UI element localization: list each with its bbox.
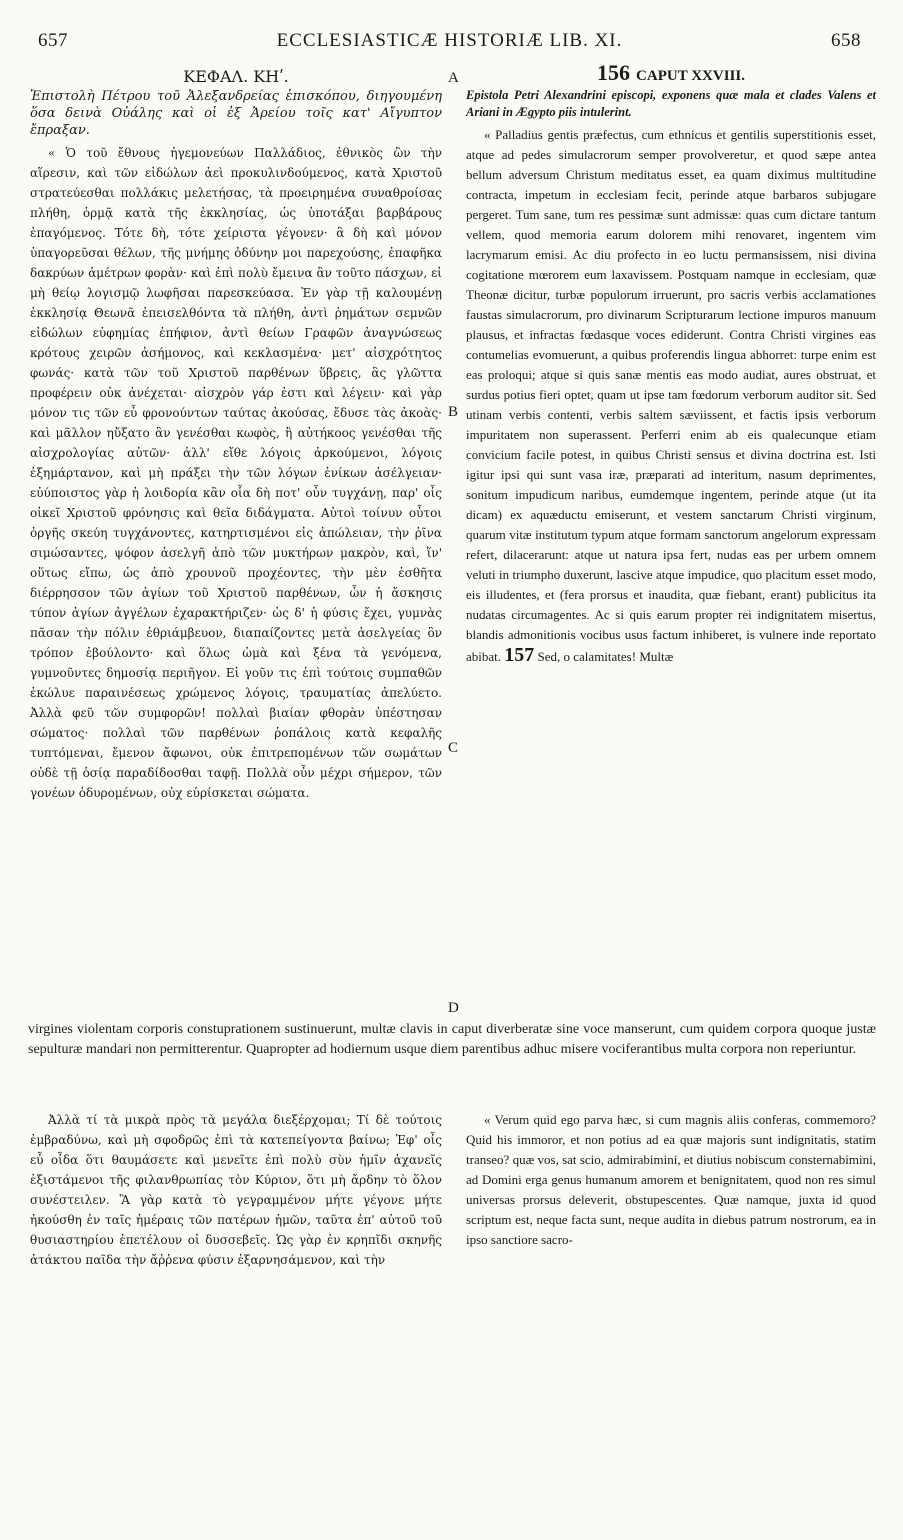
- latin-column-bottom: [466, 1110, 876, 1250]
- latin-body: [466, 125, 876, 667]
- section-number: 157: [504, 644, 535, 666]
- greek-body: « Ὁ τοῦ ἔθνους ἡγεμονεύων Παλλάδιος, ἐθνικὸς ὢν τὴν αἵρεσιν, καὶ τῶν εἰδώλων ἀεὶ προκυλινδούμενος, κατὰ Χριστοῦ στρατεύεσθαι πολλάκις μελετήσας, τὰ προειρημένα συναθροίσας πλήθη, ὁρμᾷ κατὰ τῆς ἐκκλησίας, ὡς ὑποτάξαι βαρβάρους ἐπαγόμενος. Τότε δὴ, τότε χείριστα γέγονεν· ἃ δὴ καὶ μόνον ὑπαγορεῦσαι θέλων, τῆς μνήμης ὀδύνην μοι παρεχούσης, ἐπαφῆκα δακρύων ἀμέτρων φορὰν· καὶ ἐπὶ πολὺ ἔμεινα ἂν τοῦτο πάσχων, εἰ μὴ θείῳ λογισμῷ λωφῆσαι παρεσκεύασα. Ἐν γὰρ τῇ καλουμένῃ ἐκκλησίᾳ Θεωνᾶ ἐπεισελθόντα τὰ πλήθη, ἀντὶ ῥημάτων σεμνῶν εἰδώλων εὐφημίας ἐπήφιον, ἀντὶ θείων Γραφῶν ἀναγνώσεως κρότους χειρῶν ἀσήμονος, καὶ κεκλασμένα· μετ' αἰσχρότητος φωνάς· κατὰ τῶν τοῦ Χριστοῦ παρθένων ὕβρεις, ἃς γλῶττα προφέρειν οὐκ ἀνέχεται· αἰσχρὸν γάρ ἐστι καὶ λέγειν· καὶ γὰρ μόνον τις τῶν εὖ φρονούντων ταύτας ἀκούσας, ἔδυσε τὰς ἀκοὰς· καὶ μᾶλλον ηὔξατο ἂν γενέσθαι κωφὸς, ἢ αὐτήκοος γενέσθαι τῆς αἰσχρολογίας αὐτῶν· ἀλλ' εἴθε λόγοις ἀρκούμενοι, λόγοις ἐξημάρτανον, καὶ μὴ πράξει τὴν τῶν λόγων ἐνίκων ἀσέλγειαν· εὐύποιστος γὰρ ἡ λοιδορία κἂν οἷα δὴ ποτ' οὖν τυγχάνῃ, παρ' οἷς οἰκεῖ Χριστοῦ φρόνησις καὶ θεῖα διδάγματα. Αὐτοὶ τοίνυν οὗτοι ὀργῆς σκεύη τυγχάνοντες, κατηρτισμένοι εἰς ἀπώλειαν, τὴν ῥῖνα σιμώσαντες, ψόφον ἀσελγῆ ἀπὸ τῶν μυκτήρων μακρὸν, καὶ, ἵν' οὕτως εἴπω, ὡς ἀπὸ χρουνοῦ προχέοντες, τὴν μὲν ἐσθῆτα διέρρησσον τῶν ἁγίων τοῦ Χριστοῦ παρθένων, ὧν ἡ ἄσκησις τύπον ἁγίων ἀγγέλων ἐχαρακτήριζεν· ὡς δ' ἡ φύσις ἔχει, γυμνὰς πᾶσαν τὴν πόλιν ἐθριάμβευον, διαπαίζοντες μετὰ ἀσελγείας ὃν τρόπον ἐβούλοντο· καὶ ὅλως ὠμὰ καὶ ξένα τὰ γενόμενα, γυμνοῦντες δημοσίᾳ περιῆγον. Εἰ γοῦν τις ἐπὶ τούτοις συμπαθῶν ἐκώλυε παραινέσεως χρώμενος λόγοις, τραυματίας ἀπελύετο. Ἀλλὰ φεῦ τῶν συμφορῶν! πολλαὶ βιαίαν φθορὰν ὑπέστησαν σώματος· πολλαὶ τῶν παρθένων ῥοπάλοις κατὰ κεφαλῆς τυπτόμεναι, ἔμενον ἄφωνοι, οὐκ ἐπιτρεπομένων τῶν σωμάτων οὐδὲ τῇ ὁσίᾳ παραδίδοσθαι ταφῇ. Πολλὰ οὖν μέχρι σήμερον, τῶν γονέων ὀδυρομένων, οὐχ εὑρίσκεται σώματα.: [30, 146, 442, 800]
- margin-marker-b: B: [448, 404, 459, 420]
- chapter-number: 156: [597, 60, 631, 85]
- page-header: [38, 30, 861, 56]
- greek-column-bottom: [30, 1110, 442, 1270]
- latin-chapter-title: CAPUT XXVIII.: [636, 68, 745, 84]
- greek-body-bottom: Ἀλλὰ τί τὰ μικρὰ πρὸς τὰ μεγάλα διεξέρχομαι; Τί δὲ τούτοις ἐμβραδύνω, καὶ μὴ σφοδρῶς ἐπὶ τὰ κατεπείγοντα βαίνω; Ἐφ' οἷς εὖ οἶδα ὅτι θαυμάσετε καὶ μενεῖτε ἐπὶ πολὺ σὺν ἡμῖν ἀχανεῖς ἐξιστάμενοι τῆς φιλανθρωπίας τὸν Κύριον, ὅτι μὴ ἄρδην τὸ ὅλον συνέστειλεν. Ἃ γὰρ κατὰ τὸ γεγραμμένον μήτε γέγονε μήτε ἠκούσθη ἐν ταῖς ἡμέραις τῶν πατέρων ἡμῶν, ταῦτα ἐπ' αὐτοῦ τοῦ θυσιαστηρίου ἐπετέλουν οἱ δυσσεβεῖς. Ὡς γὰρ ἐν κρηπῖδι σκηνῆς ἀτάκτου παῖδα τὴν ἄῤῥενα φύσιν ἐξαρνησάμενον, καὶ τὴν: [30, 1113, 442, 1267]
- latin-body-end: Sed, o calamitates! Multæ: [537, 649, 674, 664]
- page-number-left: 657: [38, 30, 68, 51]
- latin-column-top: [466, 62, 876, 667]
- greek-chapter-head: ΚΕΦΑΛ. ΚΗʹ.: [183, 67, 289, 86]
- margin-marker-a: A: [448, 70, 459, 86]
- greek-chapter-summary: Ἐπιστολὴ Πέτρου τοῦ Ἀλεξανδρείας ἐπισκόπου, διηγουμένη ὅσα δεινὰ Οὐάλης καὶ οἱ ἐξ Ἀρείου τοῖς κατ' Αἴγυπτον ἔπραξαν.: [30, 89, 442, 138]
- margin-marker-c: C: [448, 740, 459, 756]
- latin-chapter-head: [466, 62, 876, 87]
- running-title: ECCLESIASTICÆ HISTORIÆ LIB. XI.: [276, 30, 623, 51]
- latin-full-width-text: virgines violentam corporis constuprationem sustinuerunt, multæ clavis in caput diverberatæ sine voce manserunt, cum quidem corpora quoque justæ sepulturæ mandari non permitterentur. Quapropter ad hodiernum usque diem parentibus adhuc misere vociferantibus multa corpora non reperiuntur.: [28, 1022, 876, 1057]
- latin-body-text: « Palladius gentis præfectus, cum ethnicus et gentilis superstitionis esset, atque ad pedes simulacrorum semper provolveretur, et quod sæpe antea bellum adversum Christum meditatus esset, ea quam diximus multitudine contracta, impetum in ecclesiam fecit, perinde atque barbaros subjugare pergeret. Tum sane, tum res pessimæ sunt admissæ: quas cum dictare tantum vellem, quod memoria earum dolorem mihi renovaret, ingentem vim lacrymarum emisi. Ac diu profecto in eo luctu permansissem, nisi divina cogitatione mœrorem eum laxavissem. Postquam namque in ecclesiam, quæ Theonæ dicitur, turbæ populorum irruerunt, pro sacris verbis acclamationes faustas simulacrorum, pro divinarum Scripturarum lectione impuros manuum plausus, et infractas fœdasque voces ediderunt. Contra Christi virgines eas contumelias evomuerunt, a quibus proferendis lingua abhorret: turpe enim est eas proloqui; atque si quis sanæ mentis eas modo audiat, aures obstruat, et surdus potius fieri optet, quam ut ipse tam fœdorum verborum auditor sit. Sed utinam verbis contenti, verbis saltem sæviissent, et factis ipsis verborum impuritatem non superassent. Perferri enim ab eis qualecunque etiam convicium facile potest, in quibus Christi sensus et divina doctrina est. Isti igitur ipsi qui sunt vasa iræ, præparati ad interitum, nasum deprimentes, sonitum impudicum naribus, eumdemque ingentem, perinde atque (ut ita dicam) ex aquæductu emiserunt, et vestem sanctarum Christi virginum, quarum vitæ institutum typum atque formam sanctorum angelorum expressam refert, dilacerarunt: atque ut natura ipsa fert, nudas eas per urbem omnem veluti in triumpho duxerunt, lascive atque impudice, quo placitum esset modo, eis illudentes, et (fera prorsus et inaudita, quæ fiebant, erant) publicitus ita nudatas circumagentes. Ac si quis earum propter rei indignitatem misertus, blandis admonitionis vocibus usus factum inhiberet, is vulnere inde reportato abibat.: [466, 127, 876, 664]
- margin-marker-d: D: [448, 1000, 459, 1016]
- page-number-right: 658: [831, 30, 861, 51]
- latin-chapter-summary: Epistola Petri Alexandrini episcopi, exponens quæ mala et clades Valens et Ariani in Ægypto piis intulerint.: [466, 88, 876, 119]
- latin-body-bottom: « Verum quid ego parva hæc, si cum magnis aliis conferas, commemoro? Quid his immoror, et non potius ad ea quæ majoris sunt indignitatis, statim transeo? quæ vos, sat scio, admirabimini, et diutius nobiscum consternabimini, ad Domini erga genus humanum amorem et benignitatem, quod non res simul universas prorsus deleverit, obstupescentes. Quæ namque, juxta id quod scriptum est, neque facta sunt, neque audita in diebus patrum nostrorum, ea in ipso sanctiore sacro-: [466, 1112, 876, 1247]
- greek-column-top: [30, 66, 442, 803]
